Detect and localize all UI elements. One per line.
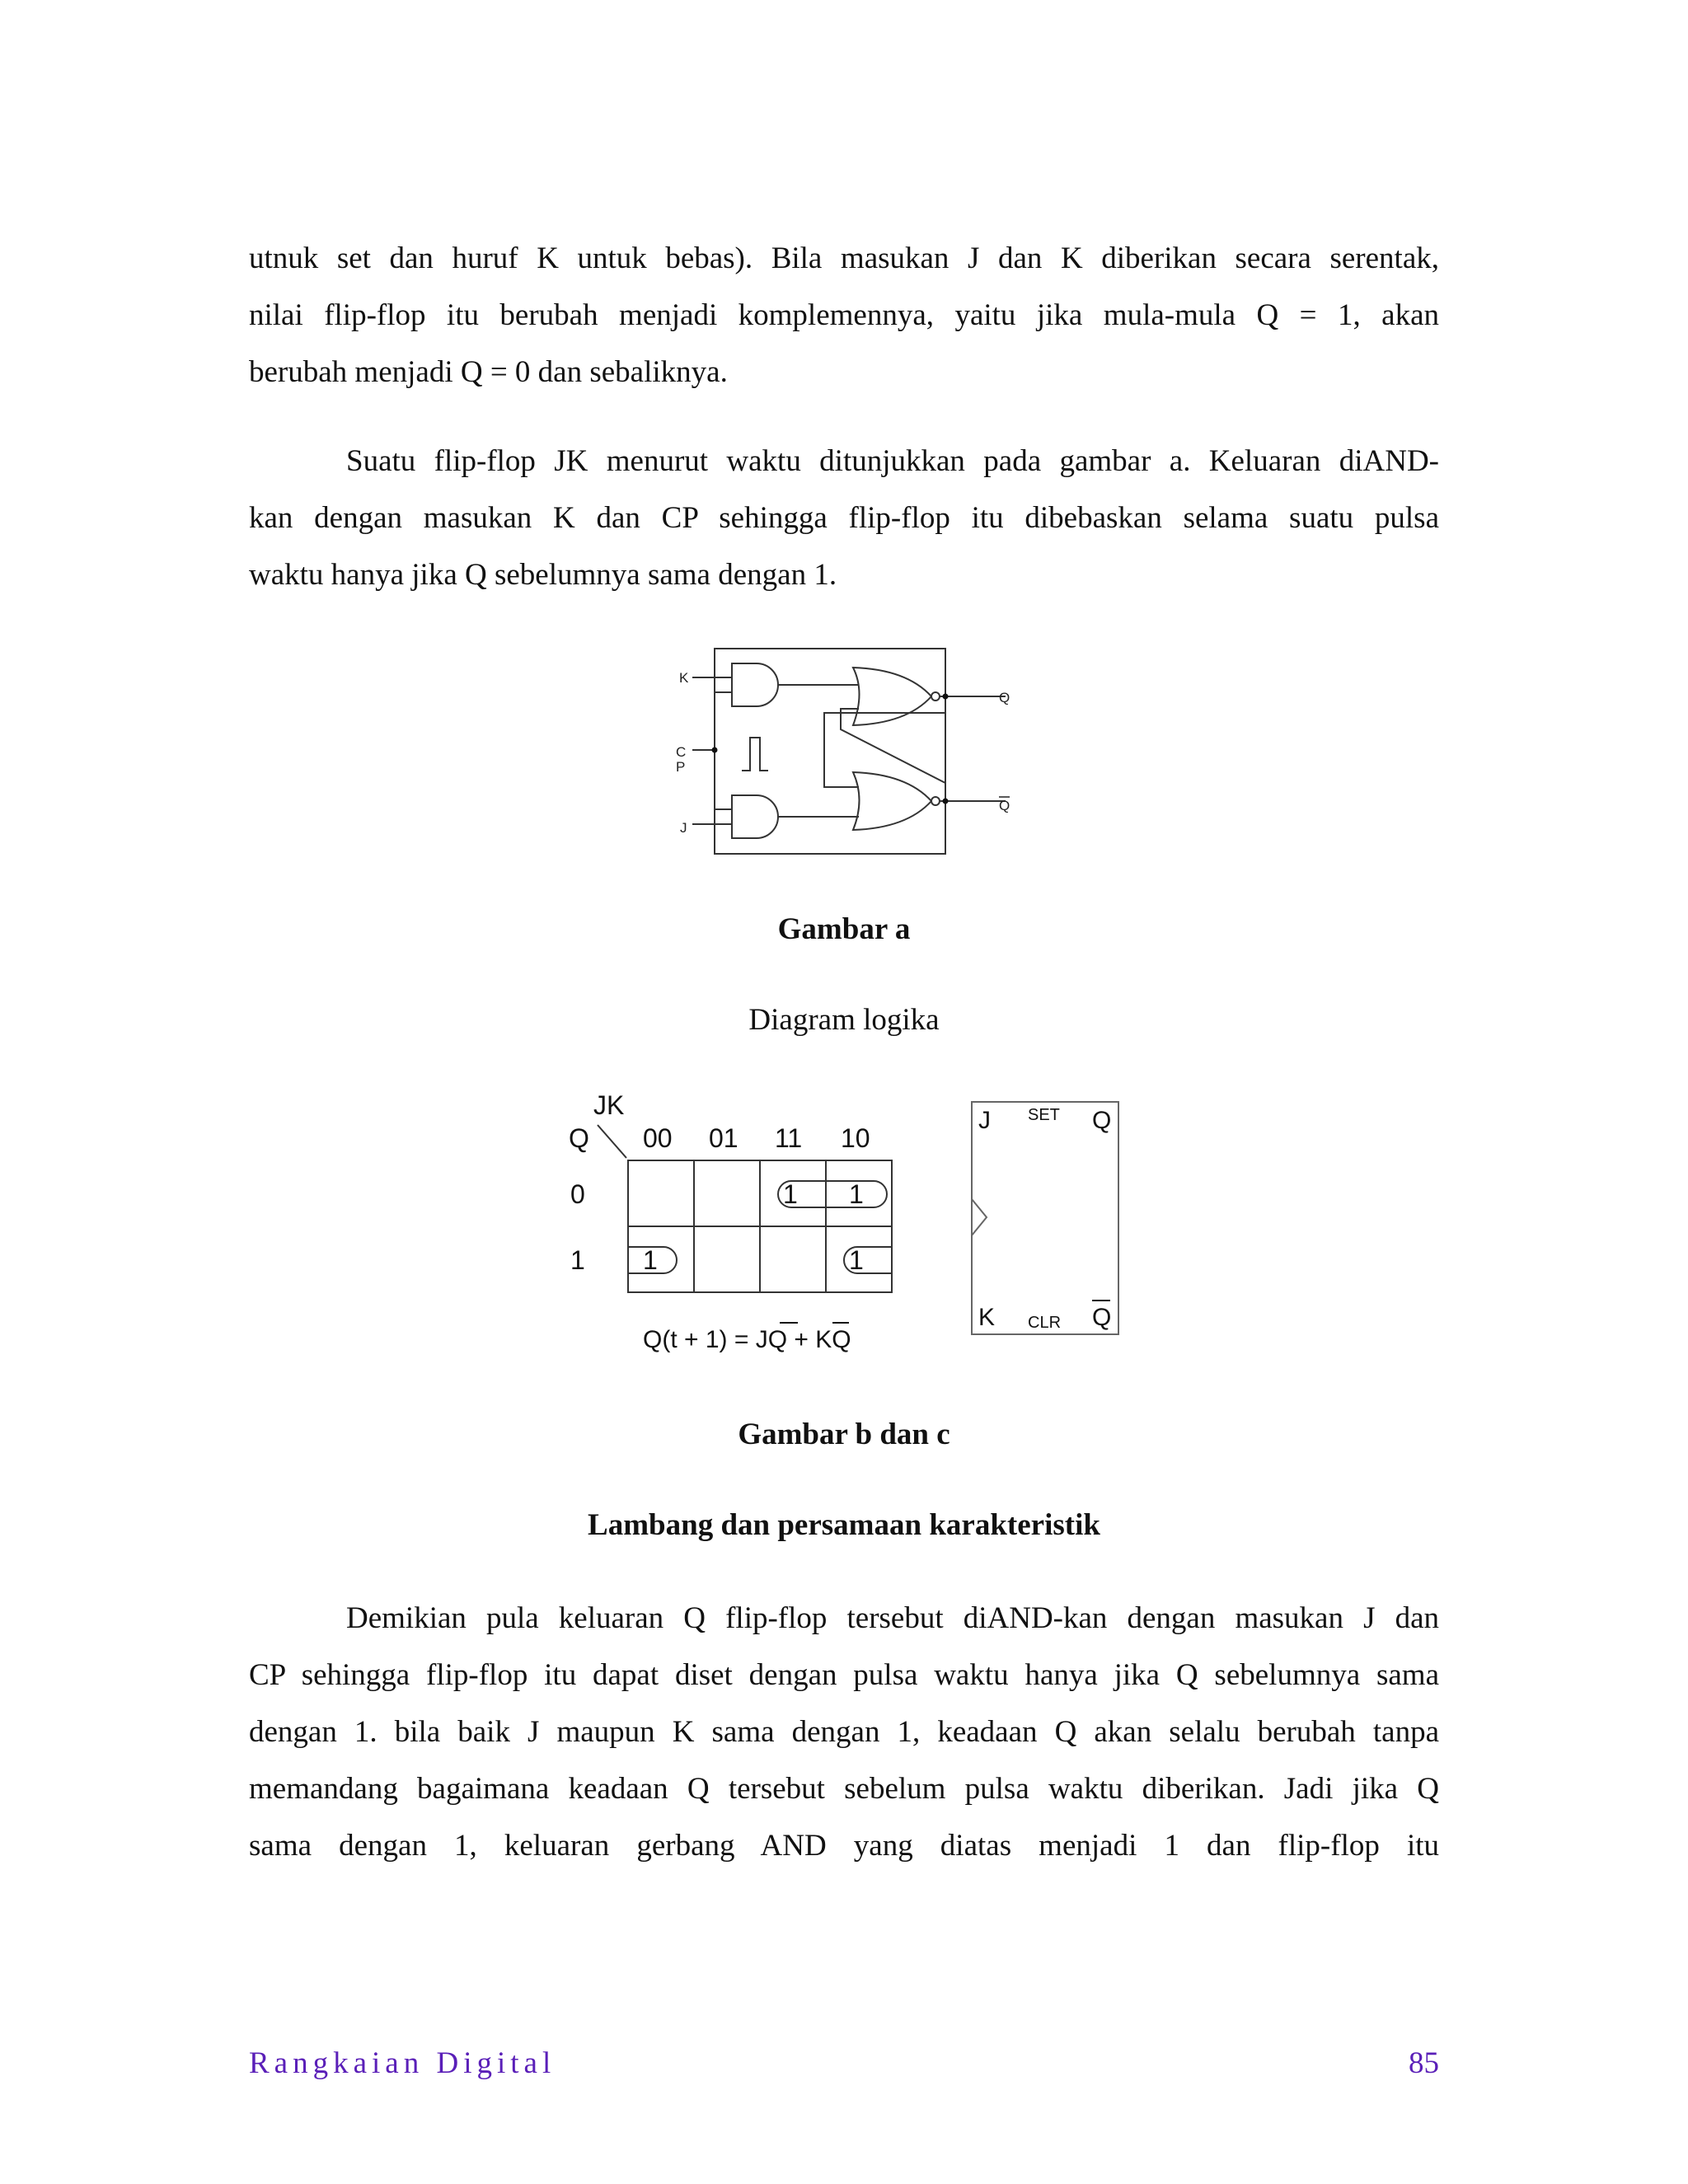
kmap-col-header: 00 [643, 1123, 673, 1153]
paragraph-3 [249, 1590, 1439, 1874]
kmap-col-header: 01 [709, 1123, 738, 1153]
symbol-q-bar: Q [1092, 1304, 1112, 1331]
figure-bc-subcaption: Lambang dan persamaan karakteristik [588, 1508, 1100, 1542]
nor-bubble-bottom [931, 797, 940, 805]
nor-gate-bottom [853, 772, 931, 830]
figure-a-caption: Gambar a [777, 912, 911, 946]
kmap-row-header: 0 [570, 1179, 585, 1209]
paragraph-line: berubah menjadi Q = 0 dan sebaliknya. [249, 355, 728, 389]
paragraph-line: dengan 1. bila baik J maupun K sama dengan 1, keadaan Q akan selalu berubah tanpa [249, 1715, 1439, 1749]
eq-q-bar: Q [767, 1326, 788, 1353]
karnaugh-map [544, 1088, 907, 1368]
page-number: 85 [1409, 2046, 1439, 2080]
symbol-set: SET [1028, 1106, 1060, 1124]
kmap-corner-diagonal [598, 1125, 626, 1158]
paragraph-2 [249, 433, 1439, 603]
paragraph-line: Suatu flip-flop JK menurut waktu ditunjukkan pada gambar a. Keluaran diAND- [346, 444, 1439, 478]
kmap-col-header: 10 [841, 1123, 870, 1153]
paragraph-1 [249, 230, 1439, 401]
label-k: K [679, 670, 689, 686]
symbol-j: J [978, 1107, 991, 1134]
kmap-cell: 1 [783, 1179, 798, 1209]
and-gate-top [732, 663, 778, 706]
paragraph-line: kan dengan masukan K dan CP sehingga flip-flop itu dibebaskan selama suatu pulsa [249, 501, 1439, 535]
kmap-col-header: 11 [775, 1123, 803, 1153]
eq-k-bar: K [815, 1326, 832, 1353]
symbol-k: K [978, 1304, 996, 1331]
figure-a-subcaption: Diagram logika [748, 1003, 940, 1037]
kmap-cell: 1 [849, 1245, 864, 1275]
paragraph-line: waktu hanya jika Q sebelumnya sama dengan 1. [249, 558, 837, 592]
and-gate-bottom [732, 795, 778, 838]
nor-gate-top [853, 668, 931, 725]
symbol-box [972, 1102, 1118, 1334]
footer-title: Rangkaian Digital [249, 2046, 556, 2080]
label-j: J [680, 820, 687, 836]
kmap-corner-q: Q [569, 1123, 589, 1153]
paragraph-line: sama dengan 1, keluaran gerbang AND yang diatas menjadi 1 dan flip-flop itu [249, 1829, 1439, 1863]
paragraph-line: utnuk set dan huruf K untuk bebas). Bila masukan J dan K diberikan secara serentak, [249, 241, 1439, 275]
symbol-clr: CLR [1028, 1314, 1062, 1332]
characteristic-equation [643, 1323, 851, 1353]
paragraph-line: memandang bagaimana keadaan Q tersebut sebelum pulsa waktu diberikan. Jadi jika Q [249, 1772, 1439, 1806]
label-q-bar: Q [999, 798, 1010, 813]
label-q: Q [999, 690, 1010, 705]
kmap-cell: 1 [849, 1179, 864, 1209]
symbol-q: Q [1092, 1107, 1112, 1134]
kmap-corner-jk: JK [593, 1090, 625, 1120]
paragraph-line: CP sehingga flip-flop itu dapat diset dengan pulsa waktu hanya jika Q sebelumnya sama [249, 1658, 1439, 1692]
svg-text:Q(t + 1) = JQ + KQ: Q(t + 1) = JQ + KQ [643, 1326, 851, 1353]
kmap-row-header: 1 [570, 1245, 585, 1275]
logic-diagram [659, 635, 1039, 865]
figure-bc-caption: Gambar b dan c [738, 1418, 950, 1451]
label-p: P [676, 759, 686, 775]
kmap-cell: 1 [643, 1245, 658, 1275]
paragraph-line: nilai flip-flop itu berubah menjadi komplemennya, yaitu jika mula-mula Q = 1, akan [249, 298, 1439, 332]
jk-flipflop-symbol [968, 1100, 1125, 1339]
nor-bubble-top [931, 692, 940, 701]
clock-input-triangle [972, 1199, 987, 1235]
label-c: C [676, 744, 687, 760]
paragraph-line: Demikian pula keluaran Q flip-flop tersebut diAND-kan dengan masukan J dan [346, 1601, 1439, 1635]
